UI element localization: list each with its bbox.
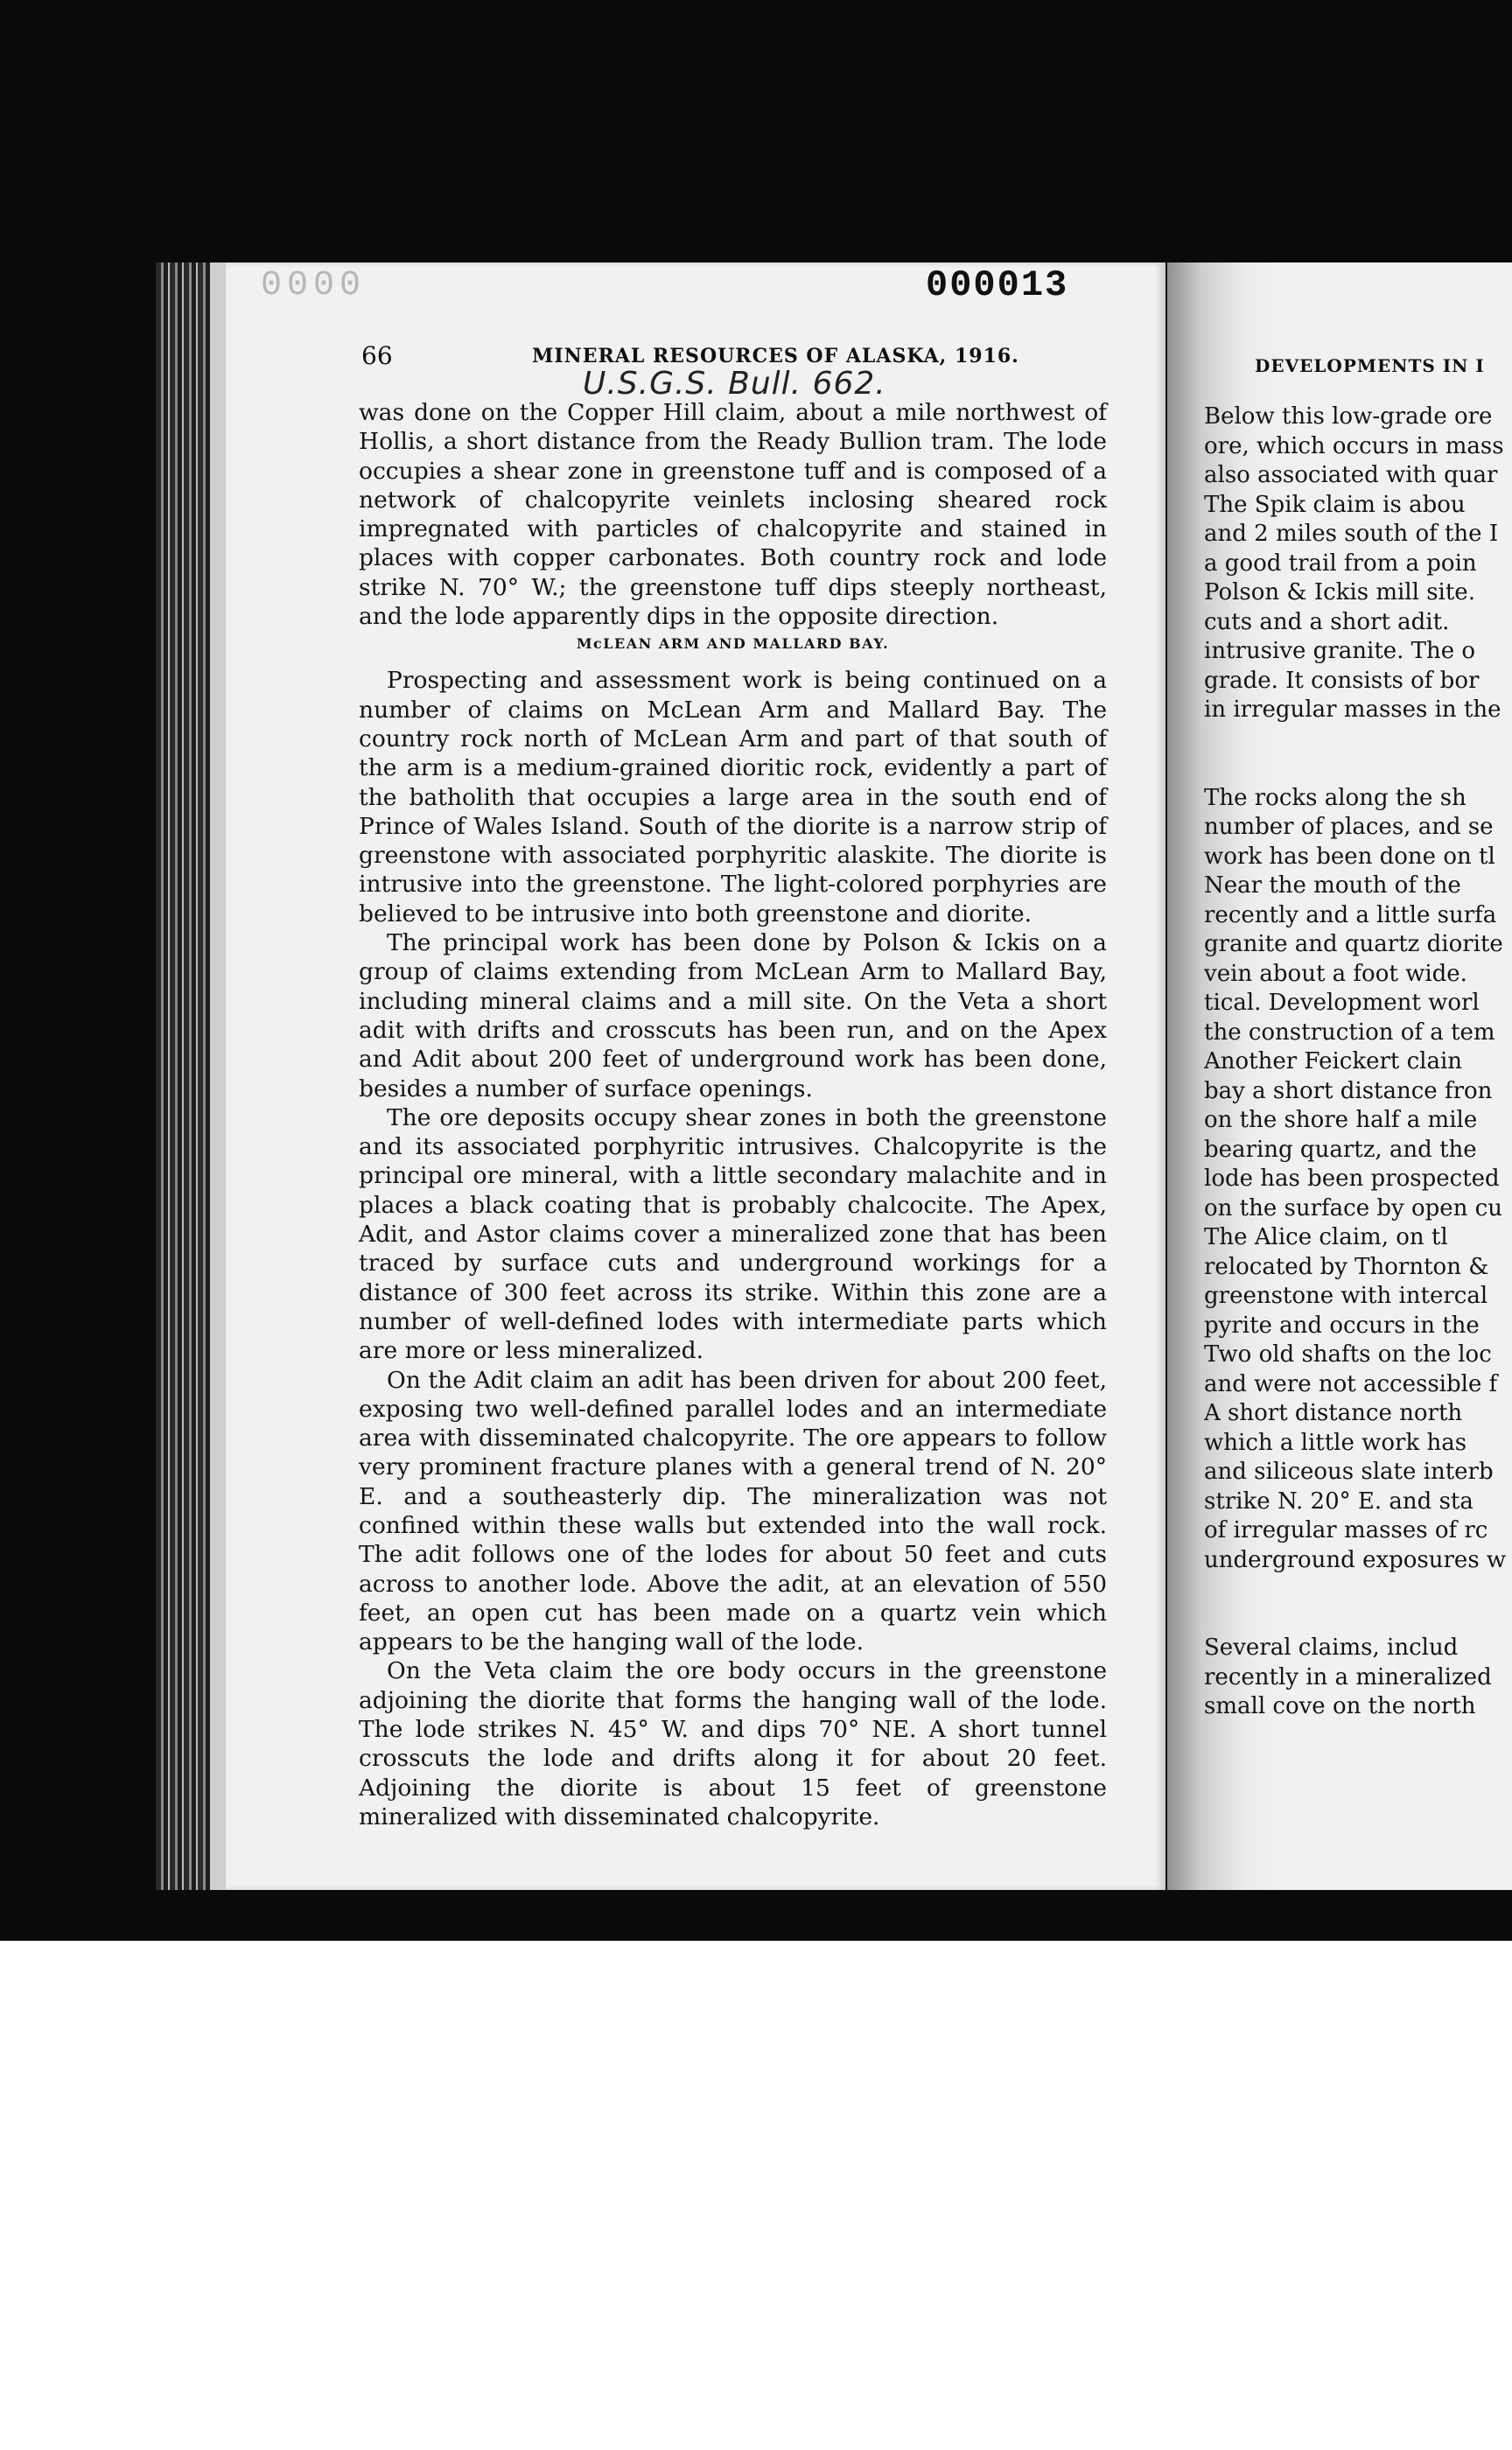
- right-page-line: recently in a mineralized: [1204, 1663, 1492, 1690]
- right-page-line: the construction of a tem: [1204, 1018, 1495, 1046]
- paragraph: was done on the Copper Hill claim, about a mile northwest of Hollis, a short distance from the Ready Bullion tram. The lode occupies a shear zone in greenstone tuff and is composed of a network of chalcopyrite veinlets inclosing sheared rock impregnated with particles of chalcopyrite and stained in places with copper carbonates. Both country rock and lode strike N. 70° W.; the greenstone tuff dips steeply northeast, and the lode apparently dips in the opposite direction.: [359, 399, 1107, 631]
- right-page: [1167, 262, 1512, 1890]
- right-page-line: of irregular masses of rc: [1204, 1517, 1488, 1544]
- right-page-gap: [1204, 754, 1512, 784]
- right-page-gap: [1204, 1575, 1512, 1605]
- right-page-line: The Alice claim, on tl: [1204, 1224, 1448, 1250]
- right-running-head: DEVELOPMENTS IN I: [1255, 355, 1485, 376]
- right-page-line: tical. Development worl: [1204, 990, 1480, 1016]
- handwritten-annotation: U.S.G.S. Bull. 662.: [583, 366, 886, 402]
- right-page-line: also associated with quar: [1204, 462, 1498, 488]
- right-page-line: relocated by Thornton &: [1204, 1253, 1489, 1280]
- right-page-line: strike N. 20° E. and sta: [1204, 1488, 1474, 1515]
- right-page-line: Several claims, includ: [1204, 1634, 1459, 1661]
- right-page-line: pyrite and occurs in the: [1204, 1312, 1480, 1339]
- right-page-line: on the shore half a mile: [1204, 1107, 1478, 1133]
- right-page-line: work has been done on tl: [1204, 843, 1495, 870]
- right-page-gap: [1204, 1605, 1512, 1634]
- right-page-line: on the surface by open cu: [1204, 1194, 1502, 1222]
- right-page-line: underground exposures w: [1204, 1546, 1507, 1573]
- right-page-line: The rocks along the sh: [1204, 784, 1466, 811]
- right-page-line: grade. It consists of bor: [1204, 667, 1480, 694]
- paragraph: On the Adit claim an adit has been driven for about 200 feet, exposing two well-defined parallel lodes and an intermediate area with disseminated chalcopyrite. The ore appears to follow very prominent fracture planes with a general trend of N. 20° E. and a southeasterly dip. The mineralization was not confined within these walls but extended into the wall rock. The adit follows one of the lodes for about 50 feet and cuts across to another lode. Above the adit, at an elevation of 550 feet, an open cut has been made on a quartz vein which appears to be the hanging wall of the lode.: [359, 1366, 1107, 1656]
- left-page: [226, 262, 1166, 1890]
- paragraph: The principal work has been done by Polson & Ickis on a group of claims extending from McLean Arm to Mallard Bay, including mineral claims and a mill site. On the Veta a short adit with drifts and crosscuts has been run, and on the Apex and Adit about 200 feet of underground work has been done, besides a number of surface openings.: [359, 929, 1107, 1102]
- right-page-line: bay a short distance fron: [1204, 1077, 1493, 1104]
- right-page-line: Polson & Ickis mill site.: [1204, 579, 1475, 606]
- right-page-line: The Spik claim is abou: [1204, 491, 1466, 518]
- paragraph: The ore deposits occupy shear zones in both the greenstone and its associated porphyritic intrusives. Chalcopyrite is the principal ore mineral, with a little secondary malachite and in places a black coating that is probably chalcocite. The Apex, Adit, and Astor claims cover a mineralized zone that has been traced by surface cuts and underground workings for a distance of 300 feet across its strike. Within this zone are a number of well-defined lodes with intermediate parts which are more or less mineralized.: [359, 1103, 1107, 1365]
- right-page-line: cuts and a short adit.: [1204, 608, 1450, 635]
- paragraph: On the Veta claim the ore body occurs in the greenstone adjoining the diorite that forms the hanging wall of the lode. The lode strikes N. 45° W. and dips 70° NE. A short tunnel crosscuts the lode and drifts along it for about 20 feet. Adjoining the diorite is about 15 feet of greenstone mineralized with disseminated chalcopyrite.: [359, 1657, 1107, 1830]
- right-page-line: A short distance north: [1204, 1400, 1463, 1426]
- right-page-line: which a little work has: [1204, 1429, 1467, 1456]
- right-page-line: greenstone with intercal: [1204, 1283, 1488, 1309]
- body-text: [359, 398, 1107, 1831]
- blank-margin: [0, 1941, 1512, 2450]
- right-page-line: in irregular masses in the: [1204, 696, 1502, 723]
- right-page-line: ore, which occurs in mass: [1204, 432, 1504, 459]
- right-page-gap: [1204, 725, 1512, 755]
- right-page-line: and were not accessible f: [1204, 1370, 1498, 1397]
- right-page-line: recently and a little surfa: [1204, 901, 1497, 928]
- right-page-line: small cove on the north: [1204, 1693, 1476, 1719]
- section-heading: McLEAN ARM AND MALLARD BAY.: [576, 635, 890, 653]
- right-page-line: Below this low-grade ore: [1204, 403, 1493, 430]
- right-page-line: lode has been prospected: [1204, 1166, 1500, 1192]
- page-number: 66: [361, 341, 393, 370]
- right-page-text: [1204, 402, 1512, 1722]
- running-head: MINERAL RESOURCES OF ALASKA, 1916.: [532, 345, 1019, 368]
- right-page-line: number of places, and se: [1204, 814, 1494, 840]
- right-page-line: and siliceous slate interb: [1204, 1459, 1494, 1485]
- corner-page-number: 0000: [261, 266, 367, 305]
- stamp-number: 000013: [926, 264, 1069, 306]
- right-page-line: intrusive granite. The o: [1204, 638, 1476, 664]
- right-page-line: and 2 miles south of the I: [1204, 521, 1499, 547]
- right-page-line: granite and quartz diorite: [1204, 931, 1503, 957]
- right-page-line: Near the mouth of the: [1204, 872, 1461, 899]
- right-page-line: vein about a foot wide.: [1204, 960, 1467, 987]
- right-page-line: bearing quartz, and the: [1204, 1136, 1477, 1163]
- right-page-line: Two old shafts on the loc: [1204, 1341, 1492, 1368]
- right-page-line: a good trail from a poin: [1204, 550, 1477, 577]
- paragraph: Prospecting and assessment work is being continued on a number of claims on McLean Arm and Mallard Bay. The country rock north of McLean Arm and part of that south of the arm is a medium-grained dioritic rock, evidently a part of the batholith that occupies a large area in the south end of Prince of Wales Island. South of the diorite is a narrow strip of greenstone with associated porphyritic alaskite. The diorite is intrusive into the greenstone. The light-colored porphyries are believed to be intrusive into both greenstone and diorite.: [359, 667, 1107, 928]
- right-page-line: Another Feickert clain: [1204, 1048, 1463, 1074]
